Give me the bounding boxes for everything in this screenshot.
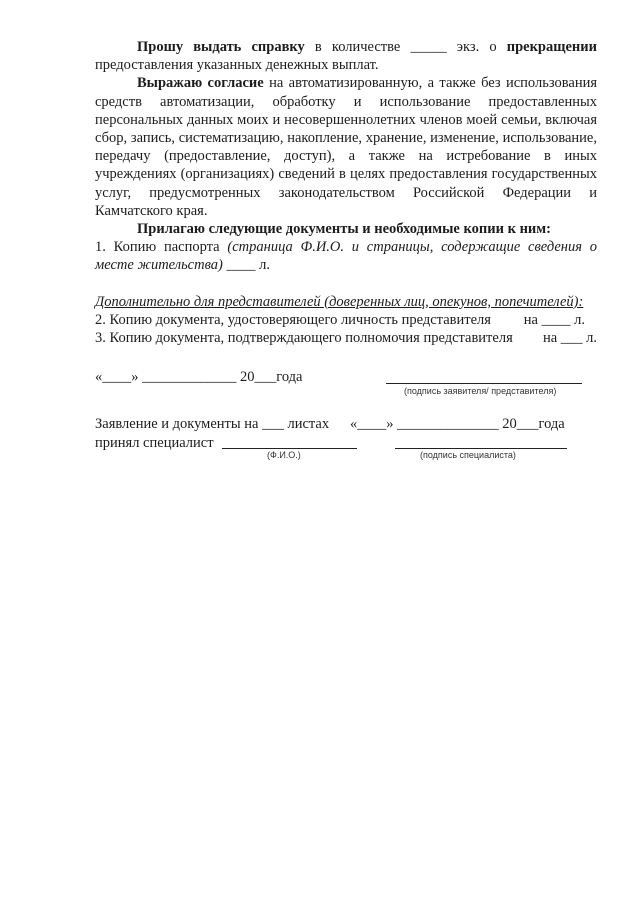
- request-after-blank: экз. о: [446, 39, 507, 55]
- item-1: [95, 238, 597, 274]
- fio-line: [222, 448, 357, 449]
- item-1-blank: ____: [222, 257, 260, 274]
- item-1-suffix: л.: [259, 257, 270, 274]
- date-line: «____» _____________ 20___года: [95, 369, 303, 385]
- request-paragraph: [95, 38, 597, 74]
- applicant-signature-caption: (подпись заявителя/ представителя): [404, 386, 557, 396]
- document-body: [95, 38, 597, 347]
- item-2-suffix: на ____ л.: [523, 311, 585, 328]
- specialist-signature-caption: (подпись специалиста): [420, 450, 516, 460]
- specialist-signature-line: [395, 448, 567, 449]
- request-middle: в количестве: [304, 39, 411, 55]
- fio-caption: (Ф.И.О.): [267, 450, 301, 460]
- accepted-line-left: Заявление и документы на ___ листах: [95, 416, 330, 432]
- item-1-italic: (страница Ф.И.О. и страницы, содержащие сведения о месте жительства): [95, 239, 598, 274]
- item-2: [95, 311, 597, 329]
- request-bold-end: прекращении: [506, 39, 597, 55]
- request-bold-start: Прошу выдать справку: [137, 39, 305, 55]
- item-3: [95, 329, 597, 347]
- consent-paragraph: [95, 74, 597, 220]
- item-3-text: 3. Копию документа, подтверждающего полномочия представителя: [95, 329, 513, 346]
- consent-bold-start: Выражаю согласие: [137, 75, 264, 92]
- request-blank: _____: [410, 39, 447, 55]
- consent-text: на автоматизированную, а также без использования средств автоматизации, обработку и использование предоставленных персональных данных моих и несовершеннолетних членов моей семьи, включая сбор, запись, систематизацию, накопление, хранение, изменение, использование, передачу (предоставление, доступ), а также на истребование в иных учреждениях (организациях) сведений в целях предоставления государственных услуг, предусмотренных законодательством Российской Федерации и Камчатского края.: [95, 75, 598, 219]
- accepted-line-2: принял специалист: [95, 435, 214, 451]
- representatives-heading: Дополнительно для представителей (доверенных лиц, опекунов, попечителей):: [95, 293, 584, 310]
- item-1-prefix: 1. Копию паспорта: [95, 239, 228, 256]
- request-rest: предоставления указанных денежных выплат.: [95, 57, 379, 74]
- item-2-text: 2. Копию документа, удостоверяющего личность представителя: [95, 311, 491, 328]
- applicant-signature-line: [386, 383, 582, 384]
- item-3-suffix: на ___ л.: [542, 329, 597, 346]
- attach-heading: Прилагаю следующие документы и необходимые копии к ним:: [137, 221, 551, 238]
- accepted-line-right: «____» ______________ 20___года: [350, 416, 565, 432]
